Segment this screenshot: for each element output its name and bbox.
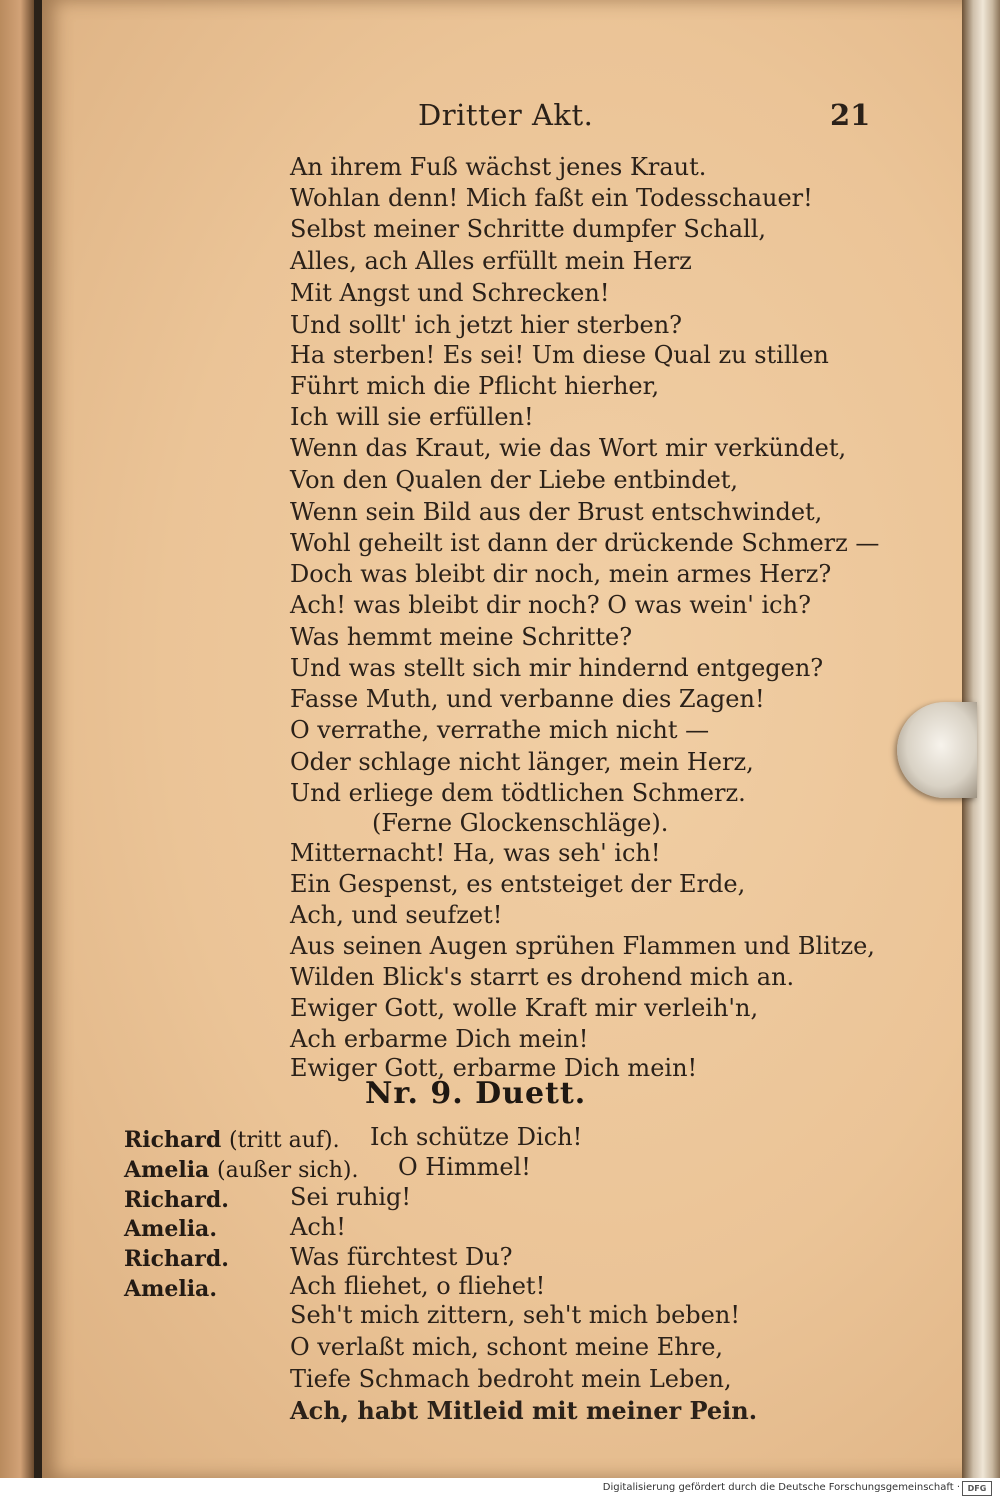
verse-line: Alles, ach Alles erfüllt mein Herz	[290, 247, 692, 275]
dialogue-line: Sei ruhig!	[290, 1183, 412, 1211]
speaker-direction: (tritt auf).	[228, 1128, 340, 1153]
running-head: Dritter Akt.	[418, 98, 594, 132]
verse-line: Ein Gespenst, es entsteiget der Erde,	[290, 870, 746, 898]
funding-credit: Digitalisierung gefördert durch die Deutsche Forschungsgemeinschaft ·	[602, 1482, 960, 1493]
verse-line: Wohl geheilt ist dann der drückende Schmerz —	[290, 529, 880, 557]
verse-line: O verlaßt mich, schont meine Ehre,	[290, 1333, 724, 1361]
speaker-direction: (außer sich).	[217, 1158, 359, 1183]
verse-line: Mitternacht! Ha, was seh' ich!	[290, 839, 661, 867]
verse-line: Selbst meiner Schritte dumpfer Schall,	[290, 215, 767, 243]
dialogue-line: O Himmel!	[398, 1153, 531, 1181]
speaker-name: Amelia.	[124, 1216, 217, 1242]
facing-page-edge	[0, 0, 34, 1478]
dfg-logo: DFG	[962, 1481, 992, 1496]
speaker-name: Richard.	[124, 1246, 229, 1272]
speaker-name: Amelia.	[124, 1276, 217, 1302]
speaker-label: Amelia	[124, 1157, 210, 1183]
verse-line: Von den Qualen der Liebe entbindet,	[290, 466, 739, 494]
verse-line: Und erliege dem tödtlichen Schmerz.	[290, 779, 746, 807]
verse-line: O verrathe, verrathe mich nicht —	[290, 716, 710, 744]
verse-line: Tiefe Schmach bedroht mein Leben,	[290, 1365, 732, 1393]
verse-line: Ach! was bleibt dir noch? O was wein' ich?	[290, 591, 811, 619]
verse-line: Ach, und seufzet!	[290, 901, 503, 929]
speaker-label: Richard	[124, 1127, 222, 1153]
dialogue-line: Ach!	[290, 1213, 346, 1241]
verse-line: Und sollt' ich jetzt hier sterben?	[290, 311, 683, 339]
dialogue-line: Ach fliehet, o fliehet!	[290, 1272, 546, 1300]
verse-line: Führt mich die Pflicht hierher,	[290, 372, 660, 400]
page-header	[0, 98, 1000, 142]
verse-line: Was hemmt meine Schritte?	[290, 623, 633, 651]
verse-line: Oder schlage nicht länger, mein Herz,	[290, 748, 754, 776]
verse-line: Wenn sein Bild aus der Brust entschwindet,	[290, 498, 823, 526]
verse-line: Doch was bleibt dir noch, mein armes Herz?	[290, 560, 832, 588]
verse-line: Ach erbarme Dich mein!	[290, 1025, 589, 1053]
verse-line: Mit Angst und Schrecken!	[290, 279, 610, 307]
page-number: 21	[830, 98, 871, 132]
verse-line: Und was stellt sich mir hindernd entgegen?	[290, 654, 824, 682]
speaker-name: Richard.	[124, 1187, 229, 1213]
verse-line: Ha sterben! Es sei! Um diese Qual zu stillen	[290, 341, 829, 369]
dialogue-line: Was fürchtest Du?	[290, 1243, 513, 1271]
verse-line: Fasse Muth, und verbanne dies Zagen!	[290, 685, 765, 713]
verse-line: Aus seinen Augen sprühen Flammen und Blitze,	[290, 932, 875, 960]
verse-line: Ewiger Gott, wolle Kraft mir verleih'n,	[290, 994, 759, 1022]
number-title: Nr. 9. Duett.	[365, 1076, 587, 1111]
verse-line: An ihrem Fuß wächst jenes Kraut.	[290, 153, 707, 181]
verse-line: Wenn das Kraut, wie das Wort mir verkündet,	[290, 434, 847, 462]
verse-line: Ich will sie erfüllen!	[290, 403, 534, 431]
verse-line: Wilden Blick's starrt es drohend mich an.	[290, 963, 795, 991]
digitization-footer	[0, 1478, 1000, 1499]
speaker-name	[124, 1125, 340, 1156]
stage-direction: (Ferne Glockenschläge).	[372, 809, 669, 837]
verse-line: Wohlan denn! Mich faßt ein Todesschauer!	[290, 184, 813, 212]
verse-line: Ewiger Gott, erbarme Dich mein!	[290, 1054, 698, 1082]
verse-line: Seh't mich zittern, seh't mich beben!	[290, 1301, 740, 1329]
dialogue-line: Ich schütze Dich!	[370, 1123, 583, 1151]
verse-line: Ach, habt Mitleid mit meiner Pein.	[290, 1396, 758, 1425]
